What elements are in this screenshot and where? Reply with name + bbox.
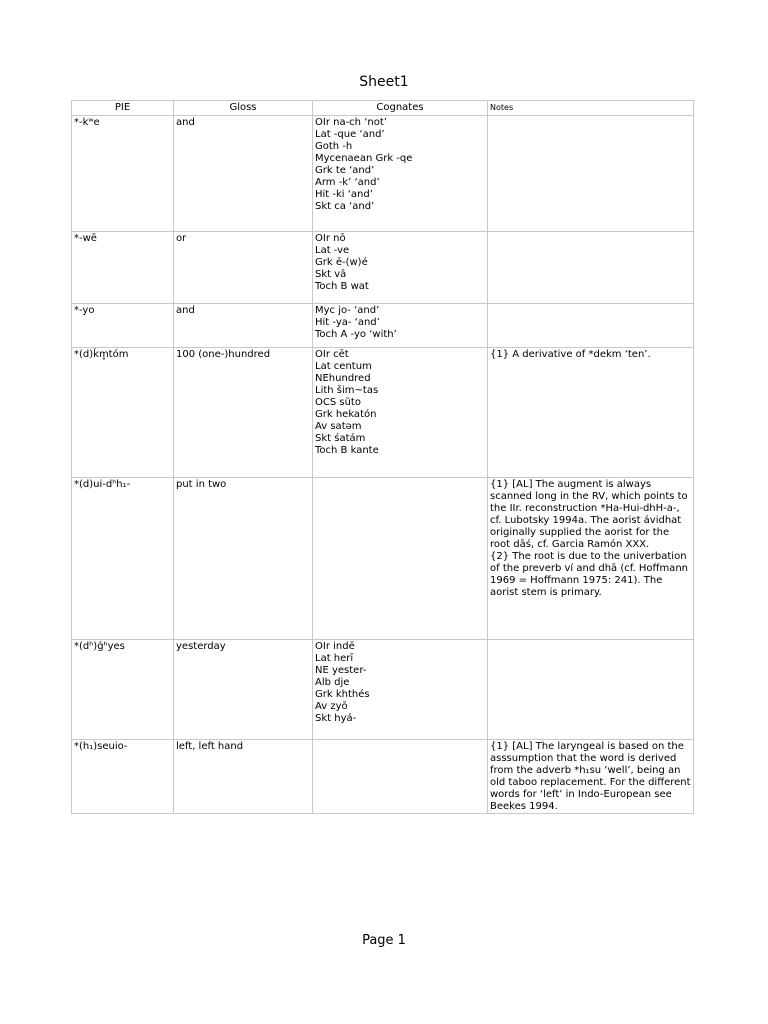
pie-cell: *-kʷe (72, 116, 174, 232)
pie-cell: *(d)ui-dʰh₁- (72, 478, 174, 640)
gloss-cell: or (174, 232, 313, 304)
cognate-line: Lat -que ‘and’ (315, 129, 385, 140)
cognate-line: Arm -k’ ‘and’ (315, 177, 380, 188)
table-row (72, 304, 694, 348)
gloss-cell: yesterday (174, 640, 313, 740)
column-header-pie: PIE (72, 101, 174, 116)
header-row (72, 101, 694, 116)
cognates-cell (313, 232, 488, 304)
table-row (72, 740, 694, 814)
cognate-line: OIr cēt (315, 349, 349, 360)
table-row (72, 478, 694, 640)
gloss-cell: left, left hand (174, 740, 313, 814)
page-number: Page 1 (362, 933, 406, 948)
cognate-line: OIr indē (315, 641, 355, 652)
note-text: {1} A derivative of *dekm ‘ten’. (490, 349, 651, 360)
gloss-cell: 100 (one-)hundred (174, 348, 313, 478)
cognate-line: Lith šim~tas (315, 385, 379, 396)
pie-cell: *(h₁)seuio- (72, 740, 174, 814)
cognate-line: Lat centum (315, 361, 372, 372)
cognate-line: Toch A -yo ‘with’ (315, 329, 397, 340)
note-text: {1} [AL] The augment is always scanned long in the RV, which points to the IIr. reconstruction *Ha-Hui-dhH-a-, cf. Lubotsky 1994a. The aorist ávidhat originally supplied the aorist for the root dāś, cf. Garcia Ramón XXX. (490, 479, 688, 550)
notes-cell (488, 740, 694, 814)
cognate-line: Toch B kante (315, 445, 379, 456)
cognates-cell (313, 640, 488, 740)
column-header-gloss: Gloss (174, 101, 313, 116)
note-text: {1} [AL] The laryngeal is based on the asssumption that the word is derived from the adverb *h₁su ‘well’, being an old taboo replacement. For the different words for ‘left’ in Indo-European see Beekes 1994. (490, 741, 691, 812)
notes-cell (488, 232, 694, 304)
pie-cell: *(d)ḱm̥tóm (72, 348, 174, 478)
cognate-line: NEhundred (315, 373, 371, 384)
table-row (72, 232, 694, 304)
cognate-line: Skt vā (315, 269, 347, 280)
gloss-cell: and (174, 116, 313, 232)
column-header-cognates: Cognates (313, 101, 488, 116)
cognate-line: Skt ca ‘and’ (315, 201, 375, 212)
cognate-line: NE yester- (315, 665, 367, 676)
notes-cell (488, 348, 694, 478)
cognate-line: Grk khthés (315, 689, 370, 700)
cognates-cell (313, 348, 488, 478)
cognate-line: Av zyō (315, 701, 348, 712)
gloss-cell: and (174, 304, 313, 348)
cognate-line: Mycenaean Grk -qe (315, 153, 413, 164)
cognates-cell (313, 740, 488, 814)
cognate-line: OIr nō (315, 233, 346, 244)
cognates-cell (313, 116, 488, 232)
notes-cell (488, 640, 694, 740)
cognate-line: Av satəm (315, 421, 362, 432)
pie-cell: *(dʰ)ǵʰyes (72, 640, 174, 740)
column-header-notes: Notes (488, 101, 694, 116)
note-text: {2} The root is due to the univerbation of the preverb ví and dhā (cf. Hoffmann 1969 = Hoffmann 1975: 241). The aorist stem is primary. (490, 551, 688, 598)
cognate-line: Skt hyá- (315, 713, 357, 724)
cognate-line: Hit -ki ‘and’ (315, 189, 373, 200)
cognate-line: Hit -ya- ‘and’ (315, 317, 380, 328)
sheet-title: Sheet1 (359, 74, 409, 90)
notes-cell (488, 478, 694, 640)
cognate-line: Toch B wat (315, 281, 369, 292)
pie-cell: *-yo (72, 304, 174, 348)
cognate-line: OIr na-ch ‘not’ (315, 117, 387, 128)
data-table (71, 100, 694, 814)
table-row (72, 116, 694, 232)
cognates-cell (313, 304, 488, 348)
table-row (72, 348, 694, 478)
cognate-line: Alb dje (315, 677, 350, 688)
cognate-line: Goth -h (315, 141, 353, 152)
gloss-cell: put in two (174, 478, 313, 640)
cognate-line: Grk ē-(w)é (315, 257, 368, 268)
cognate-line: OCS sŭto (315, 397, 361, 408)
notes-cell (488, 304, 694, 348)
cognate-line: Lat -ve (315, 245, 350, 256)
cognate-line: Grk hekatón (315, 409, 377, 420)
pie-cell: *-wē (72, 232, 174, 304)
cognate-line: Grk te ‘and’ (315, 165, 375, 176)
cognate-line: Lat herī (315, 653, 354, 664)
table-row (72, 640, 694, 740)
cognates-cell (313, 478, 488, 640)
notes-cell (488, 116, 694, 232)
cognate-line: Myc jo- ‘and’ (315, 305, 380, 316)
cognate-line: Skt śatám (315, 433, 366, 444)
